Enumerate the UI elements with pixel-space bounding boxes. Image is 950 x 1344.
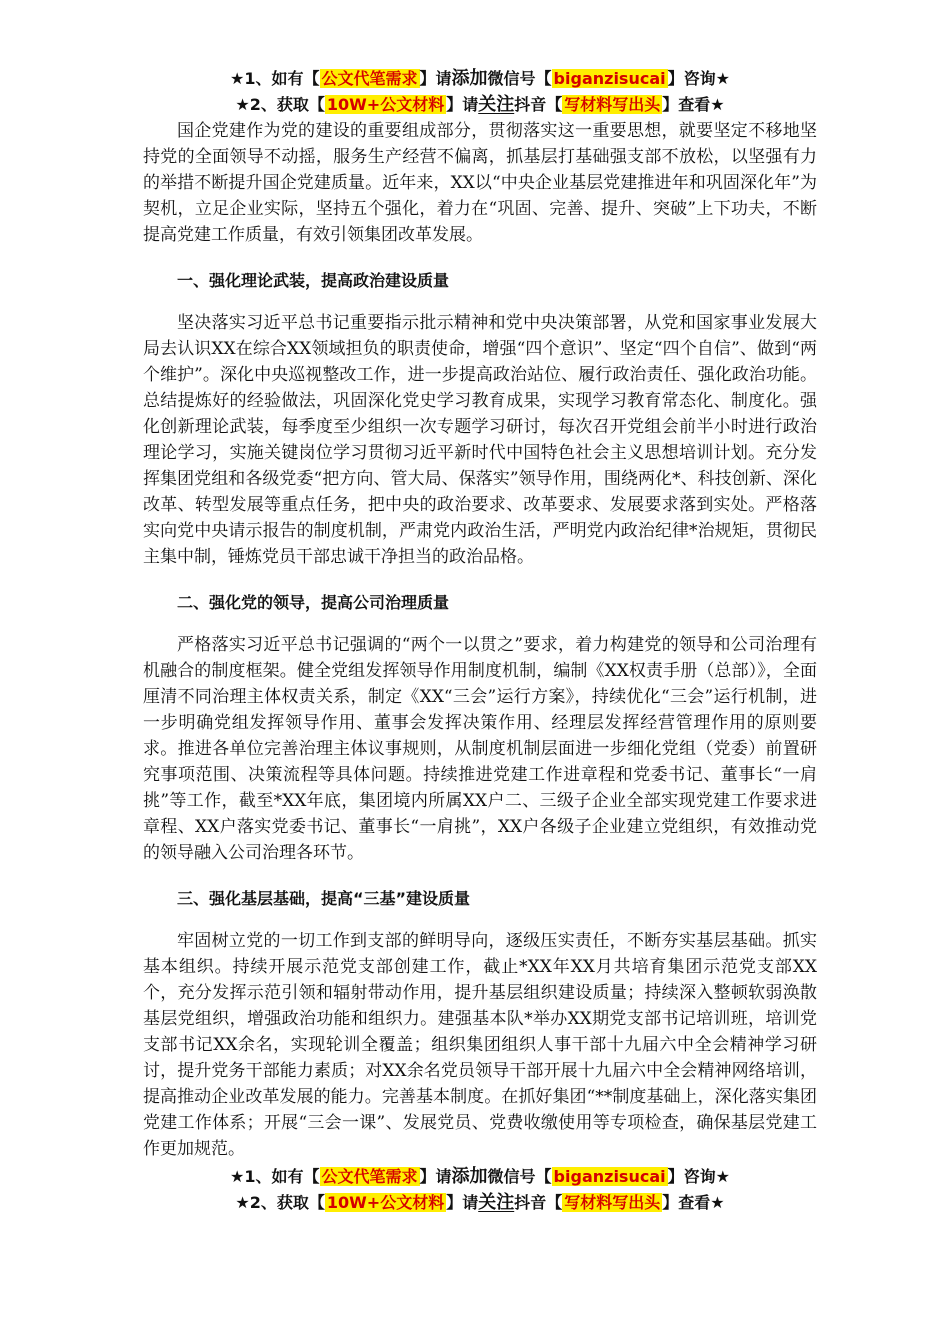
intro-paragraph: 国企党建作为党的建设的重要组成部分，贯彻落实这一重要思想，就要坚定不移地坚持党的全面领导不动摇，服务生产经营不偏离，抓基层打基础强支部不放松，以坚强有力的举措不断提升国企党建质量。近年来，XX以“中央企业基层党建推进年和巩固深化年”为契机，立足企业实际，坚持五个强化，着力在“巩固、完善、提升、突破”上下功夫，不断提高党建工作质量，有效引领集团改革发展。 — [143, 121, 817, 245]
promo-text: 】请 — [419, 69, 452, 88]
promo-highlight-douyin: 写材料写出头 — [564, 95, 661, 114]
promo-text: ★1、如有【 — [230, 1167, 320, 1186]
section-heading-3: 三、强化基层基础，提高“三基”建设质量 — [177, 889, 471, 908]
promo-text: 】查看★ — [662, 95, 725, 114]
promo-text: 微信号【 — [487, 69, 552, 88]
promo-text: 】咨询★ — [667, 1167, 730, 1186]
promo-text: ★1、如有【 — [230, 69, 320, 88]
promo-highlight: 公文代笔需求 — [321, 1167, 418, 1186]
section-heading-1: 一、强化理论武装，提高政治建设质量 — [177, 271, 450, 290]
promo-highlight-wechat: biganzisucai — [553, 69, 666, 88]
promo-line-2 — [143, 1190, 817, 1216]
promo-emphasis: 添加 — [451, 1166, 488, 1187]
section-body-1: 坚决落实习近平总书记重要指示批示精神和党中央决策部署，从党和国家事业发展大局去认识XX在综合XX领域担负的职责使命，增强“四个意识”、坚定“四个自信”、做到“两个维护”。深化中央巡视整改工作，进一步提高政治站位、履行政治责任、强化政治功能。总结提炼好的经验做法，巩固深化党史学习教育成果，实现学习教育常态化、制度化。强化创新理论武装，每季度至少组织一次专题学习研讨，每次召开党组会前半小时进行政治理论学习，实施关键岗位学习贯彻习近平新时代中国特色社会主义思想培训计划。充分发挥集团党组和各级党委“把方向、管大局、保落实”领导作用，围绕两化*、科技创新、深化改革、转型发展等重点任务，把中央的政治要求、改革要求、发展要求落到实处。严格落实向党中央请示报告的制度机制，严肃党内政治生活，严明党内政治纪律*治规矩，贯彻民主集中制，锤炼党员干部忠诚干净担当的政治品格。 — [143, 313, 817, 567]
promo-highlight-wechat: biganzisucai — [553, 1167, 666, 1186]
promo-text: 】请 — [446, 95, 479, 114]
promo-emphasis: 关注 — [478, 1192, 515, 1213]
promo-highlight-douyin: 写材料写出头 — [564, 1193, 661, 1212]
promo-text: ★2、获取【 — [235, 95, 325, 114]
promo-banner-bottom — [143, 1164, 817, 1216]
section-heading-2: 二、强化党的领导，提高公司治理质量 — [177, 593, 450, 612]
promo-text: 微信号【 — [487, 1167, 552, 1186]
promo-line-2 — [143, 92, 817, 118]
promo-text: ★2、获取【 — [235, 1193, 325, 1212]
promo-text: 】咨询★ — [667, 69, 730, 88]
promo-banner-top — [143, 66, 817, 118]
promo-emphasis: 添加 — [451, 68, 488, 89]
promo-text: 抖音【 — [514, 95, 563, 114]
promo-text: 】请 — [419, 1167, 452, 1186]
section-body-3: 牢固树立党的一切工作到支部的鲜明导向，逐级压实责任，不断夯实基层基础。抓实基本组织。持续开展示范党支部创建工作，截止*XX年XX月共培育集团示范党支部XX个，充分发挥示范引领和辐射带动作用，提升基层组织建设质量；持续深入整顿软弱涣散基层党组织，增强政治功能和组织力。建强基本队*举办XX期党支部书记培训班，培训党支部书记XX余名，实现轮训全覆盖；组织集团组织人事干部十九届六中全会精神学习研讨，提升党务干部能力素质；对XX余名党员领导干部开展十九届六中全会精神网络培训，提高推动企业改革发展的能力。完善基本制度。在抓好集团“**制度基础上，深化落实集团党建工作体系；开展“三会一课”、发展党员、党费收缴使用等专项检查，确保基层党建工作更加规范。 — [143, 931, 817, 1159]
section-body-2: 严格落实习近平总书记强调的“两个一以贯之”要求，着力构建党的领导和公司治理有机融合的制度框架。健全党组发挥领导作用制度机制，编制《XX权责手册（总部）》，全面厘清不同治理主体权责关系，制定《XX“三会”运行方案》，持续优化“三会”运行机制，进一步明确党组发挥领导作用、董事会发挥决策作用、经理层发挥经营管理作用的原则要求。推进各单位完善治理主体议事规则，从制度机制层面进一步细化党组（党委）前置研究事项范围、决策流程等具体问题。持续推进党建工作进章程和党委书记、董事长“一肩挑”等工作，截至*XX年底，集团境内所属XX户二、三级子企业全部实现党建工作要求进章程、XX户落实党委书记、董事长“一肩挑”，XX户各级子企业建立党组织，有效推动党的领导融入公司治理各环节。 — [143, 635, 817, 863]
promo-highlight: 公文代笔需求 — [321, 69, 418, 88]
promo-highlight: 10W+公文材料 — [326, 95, 445, 114]
promo-text: 】请 — [446, 1193, 479, 1212]
promo-text: 抖音【 — [514, 1193, 563, 1212]
promo-emphasis: 关注 — [478, 94, 515, 115]
promo-line-1 — [143, 66, 817, 92]
promo-highlight: 10W+公文材料 — [326, 1193, 445, 1212]
promo-line-1 — [143, 1164, 817, 1190]
document-page — [143, 66, 817, 1216]
promo-text: 】查看★ — [662, 1193, 725, 1212]
